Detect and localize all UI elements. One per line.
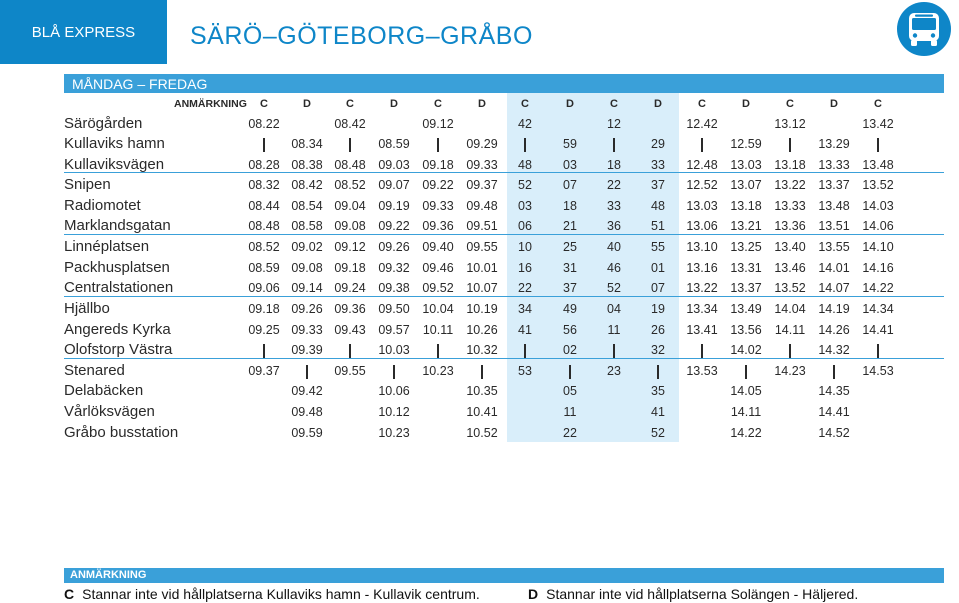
departure-time: 08.48 bbox=[248, 219, 280, 233]
departure-time: 14.10 bbox=[862, 240, 894, 254]
departure-time: 08.52 bbox=[334, 178, 366, 192]
remark-header-row bbox=[64, 94, 944, 114]
departure-time: 14.23 bbox=[774, 364, 806, 378]
pass-through-mark bbox=[503, 134, 547, 154]
departure-time: 13.31 bbox=[730, 261, 762, 275]
departure-time: 33 bbox=[651, 158, 665, 172]
departure-time: 09.24 bbox=[334, 281, 366, 295]
departure-time: 13.12 bbox=[774, 117, 806, 131]
stop-name: Delabäcken bbox=[64, 382, 144, 399]
departure-time: 18 bbox=[607, 158, 621, 172]
departure-time: 11 bbox=[563, 405, 577, 419]
departure-time: 41 bbox=[651, 405, 665, 419]
stop-name: Kullaviksvägen bbox=[64, 156, 165, 173]
departure-time: 14.04 bbox=[774, 302, 806, 316]
bus-icon bbox=[897, 2, 951, 56]
route-title: SÄRÖ–GÖTEBORG–GRÅBO bbox=[190, 22, 533, 50]
pass-through-mark bbox=[548, 361, 592, 381]
timetable-row bbox=[64, 340, 944, 360]
departure-time: 13.37 bbox=[730, 281, 762, 295]
timetable-row bbox=[64, 258, 944, 278]
departure-time: 13.18 bbox=[774, 158, 806, 172]
departure-time: 08.38 bbox=[291, 158, 323, 172]
pass-through-mark bbox=[460, 361, 504, 381]
departure-time: 37 bbox=[651, 178, 665, 192]
departure-time: 08.59 bbox=[378, 137, 410, 151]
departure-time: 16 bbox=[518, 261, 532, 275]
departure-time: 09.12 bbox=[422, 117, 454, 131]
departure-time: 10.35 bbox=[466, 384, 498, 398]
departure-time: 09.59 bbox=[291, 426, 323, 440]
departure-time: 13.03 bbox=[730, 158, 762, 172]
departure-time: 13.51 bbox=[818, 219, 850, 233]
stop-name: Kullaviks hamn bbox=[64, 135, 165, 152]
departure-time: 09.33 bbox=[466, 158, 498, 172]
departure-time: 09.02 bbox=[291, 240, 323, 254]
note-code: D bbox=[528, 586, 539, 602]
departure-time: 12 bbox=[607, 117, 621, 131]
departure-time: 13.41 bbox=[686, 323, 718, 337]
pass-through-mark bbox=[328, 340, 372, 360]
pass-through-mark bbox=[724, 361, 768, 381]
departure-time: 08.28 bbox=[248, 158, 280, 172]
departure-time: 09.03 bbox=[378, 158, 410, 172]
departure-time: 12.48 bbox=[686, 158, 718, 172]
departure-time: 09.40 bbox=[422, 240, 454, 254]
stop-name: Packhusplatsen bbox=[64, 259, 170, 276]
departure-time: 52 bbox=[518, 178, 532, 192]
departure-time: 09.14 bbox=[291, 281, 323, 295]
departure-time: 36 bbox=[607, 219, 621, 233]
departure-time: 09.22 bbox=[378, 219, 410, 233]
remark-code: D bbox=[830, 98, 838, 110]
remark-code: D bbox=[742, 98, 750, 110]
departure-time: 29 bbox=[651, 137, 665, 151]
stop-name: Stenared bbox=[64, 362, 125, 379]
departure-time: 13.36 bbox=[774, 219, 806, 233]
departure-time: 10.07 bbox=[466, 281, 498, 295]
departure-time: 07 bbox=[651, 281, 665, 295]
pass-through-mark bbox=[285, 361, 329, 381]
pass-through-mark bbox=[812, 361, 856, 381]
departure-time: 14.11 bbox=[774, 323, 806, 337]
departure-time: 10.01 bbox=[466, 261, 498, 275]
departure-time: 13.46 bbox=[774, 261, 806, 275]
departure-time: 10.41 bbox=[466, 405, 498, 419]
departure-time: 14.22 bbox=[862, 281, 894, 295]
departure-time: 10.12 bbox=[378, 405, 410, 419]
stop-name: Gråbo busstation bbox=[64, 424, 179, 441]
pass-through-mark bbox=[242, 134, 286, 154]
departure-time: 09.36 bbox=[422, 219, 454, 233]
timetable-row bbox=[64, 175, 944, 195]
departure-time: 14.03 bbox=[862, 199, 894, 213]
departure-time: 09.33 bbox=[291, 323, 323, 337]
pass-through-mark bbox=[636, 361, 680, 381]
pass-through-mark bbox=[592, 340, 636, 360]
departure-time: 09.26 bbox=[378, 240, 410, 254]
departure-time: 46 bbox=[607, 261, 621, 275]
timetable-row bbox=[64, 278, 944, 298]
departure-time: 23 bbox=[607, 364, 621, 378]
departure-time: 01 bbox=[651, 261, 665, 275]
departure-time: 13.16 bbox=[686, 261, 718, 275]
departure-time: 09.32 bbox=[378, 261, 410, 275]
departure-time: 14.05 bbox=[730, 384, 762, 398]
departure-time: 14.52 bbox=[818, 426, 850, 440]
departure-time: 12.52 bbox=[686, 178, 718, 192]
departure-time: 10.23 bbox=[378, 426, 410, 440]
departure-time: 13.48 bbox=[862, 158, 894, 172]
timetable-row bbox=[64, 237, 944, 257]
note-d bbox=[528, 585, 858, 603]
departure-time: 14.02 bbox=[730, 343, 762, 357]
pass-through-mark bbox=[592, 134, 636, 154]
departure-time: 13.29 bbox=[818, 137, 850, 151]
departure-time: 53 bbox=[518, 364, 532, 378]
remark-code: C bbox=[698, 98, 706, 110]
departure-time: 09.07 bbox=[378, 178, 410, 192]
stop-name: Centralstationen bbox=[64, 279, 174, 296]
departure-time: 07 bbox=[563, 178, 577, 192]
departure-time: 13.49 bbox=[730, 302, 762, 316]
departure-time: 03 bbox=[518, 199, 532, 213]
departure-time: 08.42 bbox=[334, 117, 366, 131]
departure-time: 14.34 bbox=[862, 302, 894, 316]
departure-time: 09.04 bbox=[334, 199, 366, 213]
departure-time: 09.08 bbox=[291, 261, 323, 275]
departure-time: 14.07 bbox=[818, 281, 850, 295]
departure-time: 03 bbox=[563, 158, 577, 172]
departure-time: 22 bbox=[563, 426, 577, 440]
remark-code: C bbox=[786, 98, 794, 110]
departure-time: 13.07 bbox=[730, 178, 762, 192]
departure-time: 09.12 bbox=[334, 240, 366, 254]
departure-time: 52 bbox=[651, 426, 665, 440]
departure-time: 13.52 bbox=[862, 178, 894, 192]
departure-time: 12.59 bbox=[730, 137, 762, 151]
departure-time: 08.22 bbox=[248, 117, 280, 131]
pass-through-mark bbox=[372, 361, 416, 381]
departure-time: 13.34 bbox=[686, 302, 718, 316]
departure-time: 02 bbox=[563, 343, 577, 357]
departure-time: 08.42 bbox=[291, 178, 323, 192]
departure-time: 14.06 bbox=[862, 219, 894, 233]
remark-code: D bbox=[654, 98, 662, 110]
timetable-row bbox=[64, 196, 944, 216]
departure-time: 08.52 bbox=[248, 240, 280, 254]
departure-time: 13.25 bbox=[730, 240, 762, 254]
departure-time: 13.40 bbox=[774, 240, 806, 254]
departure-time: 13.56 bbox=[730, 323, 762, 337]
departure-time: 09.29 bbox=[466, 137, 498, 151]
departure-time: 13.18 bbox=[730, 199, 762, 213]
stop-name: Angereds Kyrka bbox=[64, 321, 171, 338]
departure-time: 08.59 bbox=[248, 261, 280, 275]
departure-time: 34 bbox=[518, 302, 532, 316]
departure-time: 10.11 bbox=[422, 323, 454, 337]
departure-time: 10.03 bbox=[378, 343, 410, 357]
timetable-row bbox=[64, 299, 944, 319]
departure-time: 14.16 bbox=[862, 261, 894, 275]
remark-code: C bbox=[434, 98, 442, 110]
departure-time: 41 bbox=[518, 323, 532, 337]
departure-time: 55 bbox=[651, 240, 665, 254]
departure-time: 14.41 bbox=[818, 405, 850, 419]
pass-through-mark bbox=[242, 340, 286, 360]
remark-code: D bbox=[566, 98, 574, 110]
departure-time: 08.58 bbox=[291, 219, 323, 233]
departure-time: 09.26 bbox=[291, 302, 323, 316]
pass-through-mark bbox=[416, 134, 460, 154]
departure-time: 19 bbox=[651, 302, 665, 316]
departure-time: 22 bbox=[518, 281, 532, 295]
departure-time: 08.34 bbox=[291, 137, 323, 151]
departure-time: 09.22 bbox=[422, 178, 454, 192]
departure-time: 13.48 bbox=[818, 199, 850, 213]
departure-time: 49 bbox=[563, 302, 577, 316]
departure-time: 14.53 bbox=[862, 364, 894, 378]
note-c bbox=[64, 585, 480, 603]
departure-time: 32 bbox=[651, 343, 665, 357]
departure-time: 10.06 bbox=[378, 384, 410, 398]
day-band: MÅNDAG – FREDAG bbox=[64, 74, 944, 93]
remark-code: C bbox=[260, 98, 268, 110]
stop-name: Snipen bbox=[64, 176, 111, 193]
departure-time: 40 bbox=[607, 240, 621, 254]
remark-code: D bbox=[303, 98, 311, 110]
timetable-row bbox=[64, 381, 944, 401]
departure-time: 09.18 bbox=[334, 261, 366, 275]
departure-time: 13.55 bbox=[818, 240, 850, 254]
departure-time: 13.42 bbox=[862, 117, 894, 131]
stop-name: Särögården bbox=[64, 115, 143, 132]
departure-time: 13.06 bbox=[686, 219, 718, 233]
stop-name: Radiomotet bbox=[64, 197, 141, 214]
departure-time: 14.35 bbox=[818, 384, 850, 398]
departure-time: 09.33 bbox=[422, 199, 454, 213]
note-text: Stannar inte vid hållplatserna Kullaviks hamn - Kullavik centrum. bbox=[82, 586, 480, 602]
departure-time: 09.19 bbox=[378, 199, 410, 213]
remark-code: D bbox=[390, 98, 398, 110]
remark-header-label: ANMÄRKNING bbox=[174, 98, 247, 110]
stop-name: Hjällbo bbox=[64, 300, 110, 317]
pass-through-mark bbox=[768, 134, 812, 154]
notes-band: ANMÄRKNING bbox=[64, 568, 944, 583]
departure-time: 56 bbox=[563, 323, 577, 337]
departure-time: 09.37 bbox=[248, 364, 280, 378]
departure-time: 48 bbox=[518, 158, 532, 172]
departure-time: 09.18 bbox=[422, 158, 454, 172]
timetable-row bbox=[64, 134, 944, 154]
pass-through-mark bbox=[328, 134, 372, 154]
departure-time: 09.50 bbox=[378, 302, 410, 316]
departure-time: 18 bbox=[563, 199, 577, 213]
pass-through-mark bbox=[416, 340, 460, 360]
remark-code: C bbox=[874, 98, 882, 110]
departure-time: 09.51 bbox=[466, 219, 498, 233]
departure-time: 51 bbox=[651, 219, 665, 233]
departure-time: 10.32 bbox=[466, 343, 498, 357]
pass-through-mark bbox=[856, 340, 900, 360]
timetable-row bbox=[64, 423, 944, 443]
departure-time: 13.03 bbox=[686, 199, 718, 213]
departure-time: 42 bbox=[518, 117, 532, 131]
departure-time: 09.25 bbox=[248, 323, 280, 337]
remark-code: C bbox=[610, 98, 618, 110]
departure-time: 13.33 bbox=[774, 199, 806, 213]
departure-time: 31 bbox=[563, 261, 577, 275]
departure-time: 10.52 bbox=[466, 426, 498, 440]
departure-time: 13.33 bbox=[818, 158, 850, 172]
departure-time: 14.19 bbox=[818, 302, 850, 316]
departure-time: 14.01 bbox=[818, 261, 850, 275]
departure-time: 09.42 bbox=[291, 384, 323, 398]
remark-code: C bbox=[346, 98, 354, 110]
departure-time: 14.32 bbox=[818, 343, 850, 357]
departure-time: 59 bbox=[563, 137, 577, 151]
departure-time: 09.48 bbox=[291, 405, 323, 419]
timetable-row bbox=[64, 155, 944, 175]
stop-name: Olofstorp Västra bbox=[64, 341, 173, 358]
departure-time: 14.41 bbox=[862, 323, 894, 337]
departure-time: 09.55 bbox=[334, 364, 366, 378]
pass-through-mark bbox=[768, 340, 812, 360]
pass-through-mark bbox=[680, 134, 724, 154]
departure-time: 14.11 bbox=[730, 405, 762, 419]
departure-time: 13.10 bbox=[686, 240, 718, 254]
departure-time: 09.08 bbox=[334, 219, 366, 233]
departure-time: 13.37 bbox=[818, 178, 850, 192]
remark-code: C bbox=[521, 98, 529, 110]
departure-time: 08.54 bbox=[291, 199, 323, 213]
departure-time: 09.39 bbox=[291, 343, 323, 357]
pass-through-mark bbox=[680, 340, 724, 360]
departure-time: 08.48 bbox=[334, 158, 366, 172]
departure-time: 37 bbox=[563, 281, 577, 295]
departure-time: 08.32 bbox=[248, 178, 280, 192]
departure-time: 12.42 bbox=[686, 117, 718, 131]
departure-time: 09.06 bbox=[248, 281, 280, 295]
departure-time: 13.52 bbox=[774, 281, 806, 295]
departure-time: 09.55 bbox=[466, 240, 498, 254]
departure-time: 13.53 bbox=[686, 364, 718, 378]
timetable-row bbox=[64, 320, 944, 340]
timetable-row bbox=[64, 402, 944, 422]
departure-time: 14.22 bbox=[730, 426, 762, 440]
departure-time: 08.44 bbox=[248, 199, 280, 213]
remark-code: D bbox=[478, 98, 486, 110]
note-text: Stannar inte vid hållplatserna Solängen - Häljered. bbox=[546, 586, 859, 602]
route-brand-label: BLÅ EXPRESS bbox=[0, 0, 167, 64]
departure-time: 33 bbox=[607, 199, 621, 213]
departure-time: 06 bbox=[518, 219, 532, 233]
departure-time: 09.38 bbox=[378, 281, 410, 295]
departure-time: 10.26 bbox=[466, 323, 498, 337]
departure-time: 11 bbox=[607, 323, 621, 337]
timetable-row bbox=[64, 114, 944, 134]
departure-time: 09.57 bbox=[378, 323, 410, 337]
departure-time: 10.19 bbox=[466, 302, 498, 316]
departure-time: 10.23 bbox=[422, 364, 454, 378]
departure-time: 09.48 bbox=[466, 199, 498, 213]
departure-time: 09.52 bbox=[422, 281, 454, 295]
departure-time: 10 bbox=[518, 240, 532, 254]
departure-time: 13.22 bbox=[686, 281, 718, 295]
stop-name: Linnéplatsen bbox=[64, 238, 150, 255]
departure-time: 09.18 bbox=[248, 302, 280, 316]
stop-name: Vårlöksvägen bbox=[64, 403, 155, 420]
departure-time: 22 bbox=[607, 178, 621, 192]
departure-time: 52 bbox=[607, 281, 621, 295]
departure-time: 09.36 bbox=[334, 302, 366, 316]
departure-time: 05 bbox=[563, 384, 577, 398]
pass-through-mark bbox=[856, 134, 900, 154]
pass-through-mark bbox=[503, 340, 547, 360]
departure-time: 10.04 bbox=[422, 302, 454, 316]
timetable-row bbox=[64, 361, 944, 381]
departure-time: 25 bbox=[563, 240, 577, 254]
departure-time: 35 bbox=[651, 384, 665, 398]
departure-time: 26 bbox=[651, 323, 665, 337]
departure-time: 04 bbox=[607, 302, 621, 316]
note-code: C bbox=[64, 586, 75, 602]
departure-time: 14.26 bbox=[818, 323, 850, 337]
departure-time: 21 bbox=[563, 219, 577, 233]
departure-time: 48 bbox=[651, 199, 665, 213]
departure-time: 13.21 bbox=[730, 219, 762, 233]
timetable-row bbox=[64, 216, 944, 236]
departure-time: 09.46 bbox=[422, 261, 454, 275]
stop-name: Marklandsgatan bbox=[64, 217, 171, 234]
departure-time: 09.43 bbox=[334, 323, 366, 337]
departure-time: 09.37 bbox=[466, 178, 498, 192]
departure-time: 13.22 bbox=[774, 178, 806, 192]
